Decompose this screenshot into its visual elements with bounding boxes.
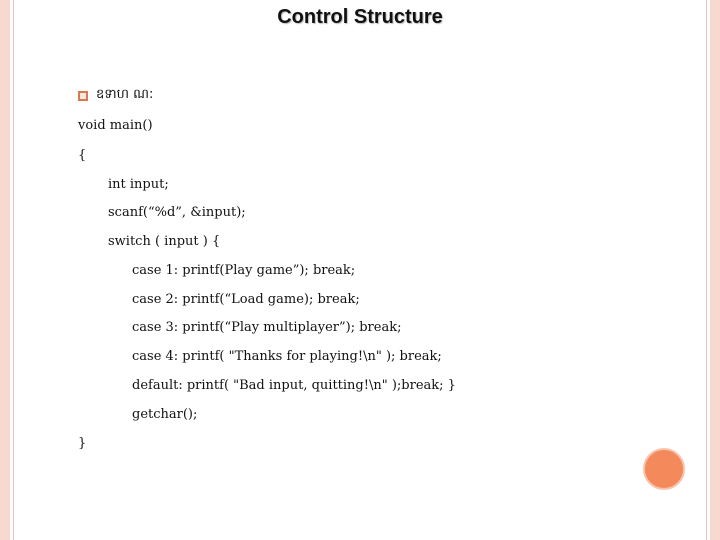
code-line: case 4: printf( "Thanks for playing!\n" ); break; xyxy=(132,349,442,364)
decorative-circle xyxy=(643,448,685,490)
code-line: void main() xyxy=(78,118,153,133)
bullet-item xyxy=(78,86,153,105)
left-border-decoration xyxy=(0,0,10,540)
code-line: } xyxy=(78,436,87,451)
code-line: getchar(); xyxy=(132,407,198,422)
code-line: case 3: printf(“Play multiplayer”); break; xyxy=(132,320,402,335)
code-line: switch ( input ) { xyxy=(108,234,221,249)
code-line: int input; xyxy=(108,177,169,192)
left-border-line xyxy=(13,0,14,540)
code-line: case 1: printf(Play game”); break; xyxy=(132,263,356,278)
right-border-line xyxy=(706,0,707,540)
checkbox-bullet-icon xyxy=(78,91,88,101)
code-line: case 2: printf(“Load game); break; xyxy=(132,292,360,307)
bullet-text: ឧទាហ ណ: xyxy=(96,87,154,102)
code-line: { xyxy=(78,148,87,163)
slide-title: Control Structure xyxy=(277,6,443,28)
code-line: default: printf( "Bad input, quitting!\n" );break; } xyxy=(132,378,456,393)
code-line: scanf(“%d”, &input); xyxy=(108,205,246,220)
right-border-decoration xyxy=(710,0,720,540)
